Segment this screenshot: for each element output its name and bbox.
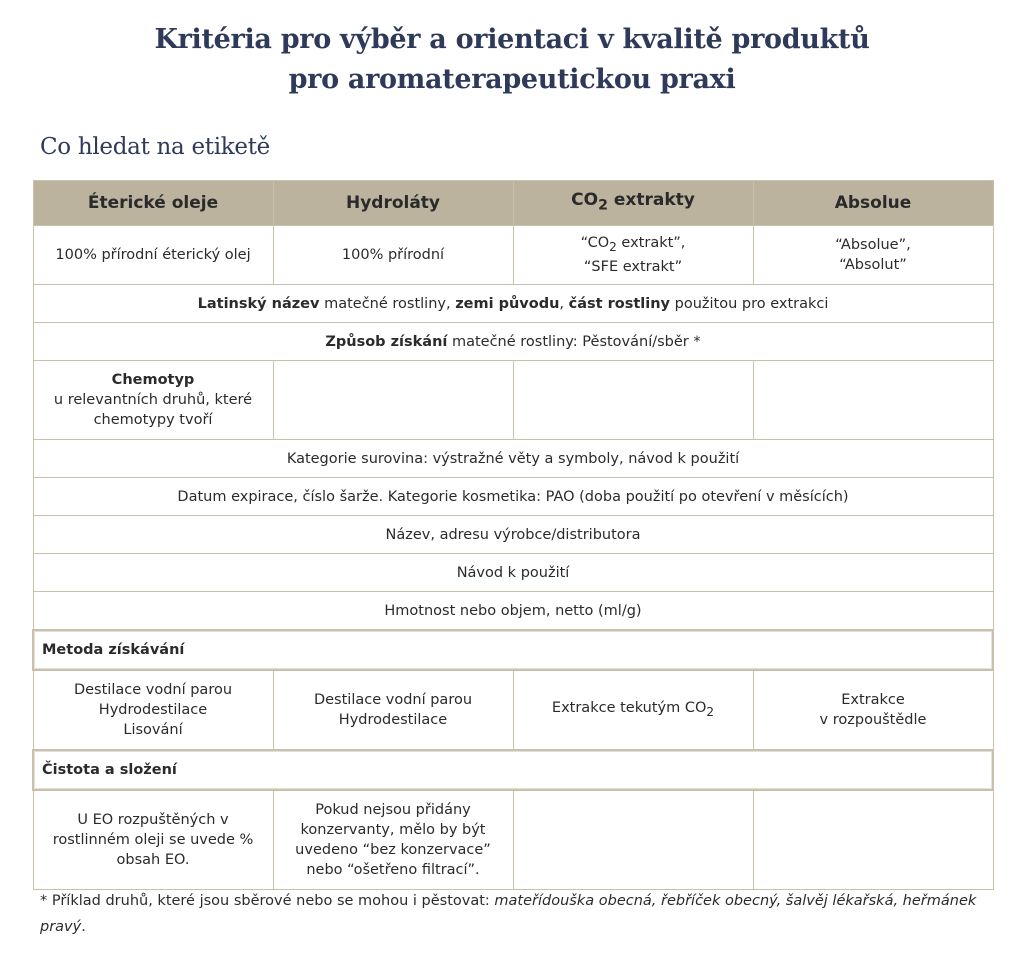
purity-eo-line1: U EO rozpuštěných v xyxy=(77,812,229,828)
latin-t3: použitou pro extrakci xyxy=(670,295,829,312)
cell-full: Název, adresu výrobce/distributora xyxy=(33,516,993,554)
header-co2-post: extrakty xyxy=(607,190,695,211)
co2-label-pre: “CO xyxy=(580,235,610,252)
footnote xyxy=(40,888,990,940)
criteria-table xyxy=(32,180,994,890)
cell-full: Hmotnost nebo objem, netto (ml/g) xyxy=(33,592,993,631)
table-row-source xyxy=(33,323,993,361)
purity-hyd-line4: nebo “ošetřeno filtrací”. xyxy=(306,862,480,878)
latin-b3: část rostliny xyxy=(568,295,671,312)
table-row-purity xyxy=(33,790,993,890)
method-co2-pre: Extrakce tekutým CO xyxy=(551,700,707,717)
header-co2-sub: 2 xyxy=(598,197,608,214)
cell-latin-name xyxy=(33,285,993,323)
method-eo-line3: Lisování xyxy=(123,722,183,738)
source-b1: Způsob získání xyxy=(325,333,448,350)
table-row-method xyxy=(33,670,993,750)
title-line-2: pro aromaterapeutickou praxi xyxy=(288,64,736,95)
co2-label-sub: 2 xyxy=(609,239,617,254)
method-eo-line1: Destilace vodní parou xyxy=(73,682,233,698)
latin-b2: zemi původu xyxy=(455,295,560,312)
table-row-full xyxy=(33,478,993,516)
latin-b1: Latinský název xyxy=(197,295,320,312)
purity-eo-line3: obsah EO. xyxy=(116,852,190,868)
chemotype-bold xyxy=(38,370,269,390)
cell-label-absolue-line1: “Absolue”, xyxy=(835,237,911,253)
cell-full: Kategorie surovina: výstražné věty a symboly, návod k použití xyxy=(33,440,993,478)
page-title xyxy=(0,20,1024,100)
section-heading-method: Metoda získávání xyxy=(33,630,993,670)
source-t1: matečné rostliny: Pěstování/sběr * xyxy=(447,333,701,350)
purity-hyd-line1: Pokud nejsou přidány xyxy=(315,802,471,818)
table-row-latin-name xyxy=(33,285,993,323)
footnote-prefix: * Příklad druhů, které jsou sběrové nebo se mohou i pěstovat: xyxy=(40,893,495,909)
cell-label-co2-line1 xyxy=(518,233,749,257)
table-row-full xyxy=(33,440,993,478)
chemotype-line2: u relevantních druhů, které xyxy=(53,392,253,408)
cell-purity-eo xyxy=(33,790,273,890)
cell-full: Návod k použití xyxy=(33,554,993,592)
cell-label-co2-line2: “SFE extrakt” xyxy=(583,258,683,275)
table-header-row xyxy=(33,181,993,226)
purity-hyd-line3: uvedeno “bez konzervace” xyxy=(295,842,491,858)
footnote-examples: mateřídouška obecná, řebříček obecný, šalvěj lékařská, heřmánek pravý xyxy=(40,893,977,935)
cell-method-absolue xyxy=(753,670,993,750)
cell-method-eo xyxy=(33,670,273,750)
co2-label-post: extrakt”, xyxy=(616,235,686,252)
header-co2-extracts xyxy=(513,181,753,226)
method-abs-line2: v rozpouštědle xyxy=(819,712,927,728)
section-row-method xyxy=(33,630,993,670)
table-row-full xyxy=(33,592,993,631)
cell-full: Datum expirace, číslo šarže. Kategorie kosmetika: PAO (doba použití po otevření v měsících) xyxy=(33,478,993,516)
table-row-full xyxy=(33,554,993,592)
footnote-suffix: . xyxy=(81,919,86,935)
cell-purity-hydrolate xyxy=(273,790,513,890)
cell-method-co2 xyxy=(513,670,753,750)
cell-label-co2 xyxy=(513,226,753,285)
cell-method-hydrolate xyxy=(273,670,513,750)
title-line-1: Kritéria pro výběr a orientaci v kvalitě produktů xyxy=(154,24,870,55)
table-row-labels xyxy=(33,226,993,285)
cell-chemotype xyxy=(33,361,273,440)
cell-empty xyxy=(753,361,993,440)
table-row-chemotype xyxy=(33,361,993,440)
latin-t1: matečné rostliny, xyxy=(319,295,456,312)
cell-label-absolue-line2: “Absolut” xyxy=(839,257,907,273)
chemotype-line3: chemotypy tvoří xyxy=(93,412,213,428)
header-absolues: Absolue xyxy=(753,181,993,226)
method-eo-line2: Hydrodestilace xyxy=(98,702,208,718)
table-row-full xyxy=(33,516,993,554)
cell-label-eo: 100% přírodní éterický olej xyxy=(33,226,273,285)
section-heading-purity: Čistota a složení xyxy=(33,750,993,790)
cell-empty xyxy=(513,361,753,440)
section-row-purity xyxy=(33,750,993,790)
method-abs-line1: Extrakce xyxy=(841,692,905,708)
method-co2-sub: 2 xyxy=(706,704,715,719)
method-hyd-line1: Destilace vodní parou xyxy=(313,692,473,708)
cell-label-hydrolate: 100% přírodní xyxy=(273,226,513,285)
cell-source xyxy=(33,323,993,361)
cell-empty xyxy=(273,361,513,440)
section-subtitle: Co hledat na etiketě xyxy=(40,134,270,160)
latin-t2: , xyxy=(559,295,569,312)
cell-label-absolue xyxy=(753,226,993,285)
purity-eo-line2: rostlinném oleji se uvede % xyxy=(52,832,254,848)
cell-empty xyxy=(513,790,753,890)
header-co2-pre: CO xyxy=(571,190,599,211)
purity-hyd-line2: konzervanty, mělo by být xyxy=(300,822,486,838)
header-hydrolates: Hydroláty xyxy=(273,181,513,226)
header-essential-oils: Éterické oleje xyxy=(33,181,273,226)
method-hyd-line2: Hydrodestilace xyxy=(338,712,448,728)
cell-empty xyxy=(753,790,993,890)
chemotype-title: Chemotyp xyxy=(111,372,195,388)
